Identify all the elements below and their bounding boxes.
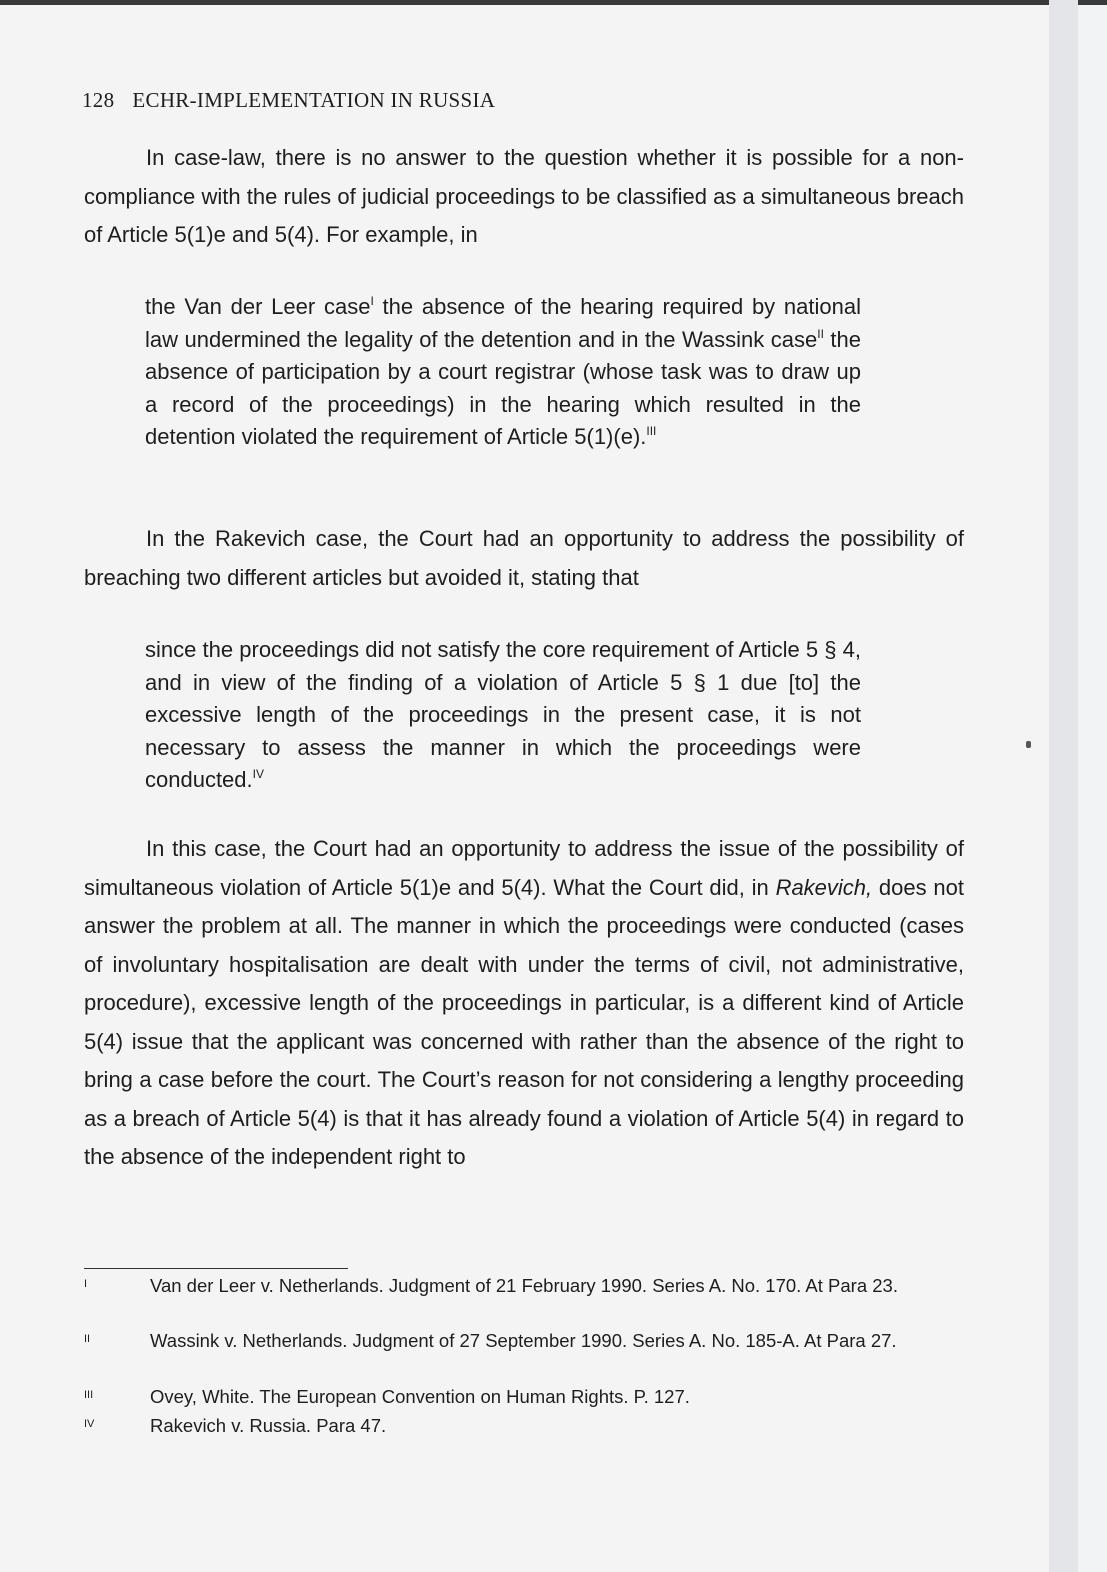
footnote-ref-3[interactable]: III xyxy=(646,424,657,438)
scan-top-edge xyxy=(0,0,1107,5)
quote-2-body: since the proceedings did not satisfy the core requirement of Article 5 § 4, and in view of the finding of a violation of Article 5 § 1 due [to] the excessive length of the proceedings in the present case, it is not necessary to assess the manner in which the proceedings were conducted. xyxy=(145,637,861,792)
footnote-text: Rakevich v. Russia. Para 47. xyxy=(150,1415,387,1436)
footnote-separator xyxy=(84,1268,348,1269)
scan-right-edge xyxy=(1049,0,1078,1572)
footnote-text: Van der Leer v. Netherlands. Judgment of 21 February 1990. Series A. No. 170. At Para 23. xyxy=(150,1275,898,1296)
footnote-mark: II xyxy=(84,1333,91,1345)
paragraph-2-block xyxy=(84,520,964,597)
paragraph-3-part-a: In this case, the Court had an opportunity to address the issue of the possibility of simultaneous violation of Article 5(1)e and 5(4). What the Court did, in xyxy=(84,836,964,900)
footnote-text: Ovey, White. The European Convention on Human Rights. P. 127. xyxy=(150,1386,690,1407)
paragraph-1: In case-law, there is no answer to the question whether it is possible for a non-compliance with the rules of judicial proceedings to be classified as a simultaneous breach of Article 5(1)e and 5(4). For example, in xyxy=(84,145,964,247)
footnote-4 xyxy=(84,1413,974,1439)
footnote-2 xyxy=(84,1328,974,1354)
block-quote-2 xyxy=(145,634,861,797)
footnote-ref-2[interactable]: II xyxy=(817,326,824,341)
quote-1-part-c: the absence of participation by a court registrar (whose task was to draw up a record of the proceedings) in the hearing which resulted in the detention violated the requirement of Article 5(1)(e). xyxy=(145,326,861,449)
block-quote-1 xyxy=(145,291,861,454)
scan-speck xyxy=(1026,741,1031,748)
case-name-italic: Rakevich, xyxy=(775,874,873,900)
footnote-ref-4[interactable]: IV xyxy=(252,767,264,781)
paragraph-1-block xyxy=(84,139,964,255)
quote-1-part-b: the absence of the hearing required by national law undermined the legality of the detention and in the Wassink case xyxy=(145,294,862,352)
running-header xyxy=(82,88,495,113)
footnote-1 xyxy=(84,1273,974,1299)
footnote-mark: III xyxy=(84,1389,94,1401)
page-number: 128 xyxy=(82,88,115,112)
quote-2-text xyxy=(145,634,861,797)
paragraph-3-part-b: does not answer the problem at all. The manner in which the proceedings were conducted (cases of involuntary hospitalisation are dealt with under the terms of civil, not administrative, procedure), excessive length of the proceedings in particular, is a different kind of Article 5(4) issue that the applicant was concerned with rather than the absence of the right to bring a case before the court. The Court’s reason for not considering a lengthy proceeding as a breach of Article 5(4) is that it has already found a violation of Article 5(4) in regard to the absence of the independent right to xyxy=(84,874,965,1169)
footnote-mark: IV xyxy=(84,1418,95,1430)
footnote-mark: I xyxy=(84,1278,88,1290)
paragraph-3-block xyxy=(84,830,964,1177)
paragraph-2: In the Rakevich case, the Court had an opportunity to address the possibility of breaching two different articles but avoided it, stating that xyxy=(84,526,964,590)
footnote-3 xyxy=(84,1384,974,1410)
running-title: ECHR-IMPLEMENTATION IN RUSSIA xyxy=(132,88,496,112)
paragraph-3 xyxy=(84,830,964,1177)
quote-1-part-a: the Van der Leer case xyxy=(145,294,371,319)
footnote-ref-1[interactable]: I xyxy=(370,294,374,308)
quote-1-text xyxy=(145,291,861,454)
footnote-text: Wassink v. Netherlands. Judgment of 27 September 1990. Series A. No. 185-A. At Para 27. xyxy=(150,1330,897,1351)
